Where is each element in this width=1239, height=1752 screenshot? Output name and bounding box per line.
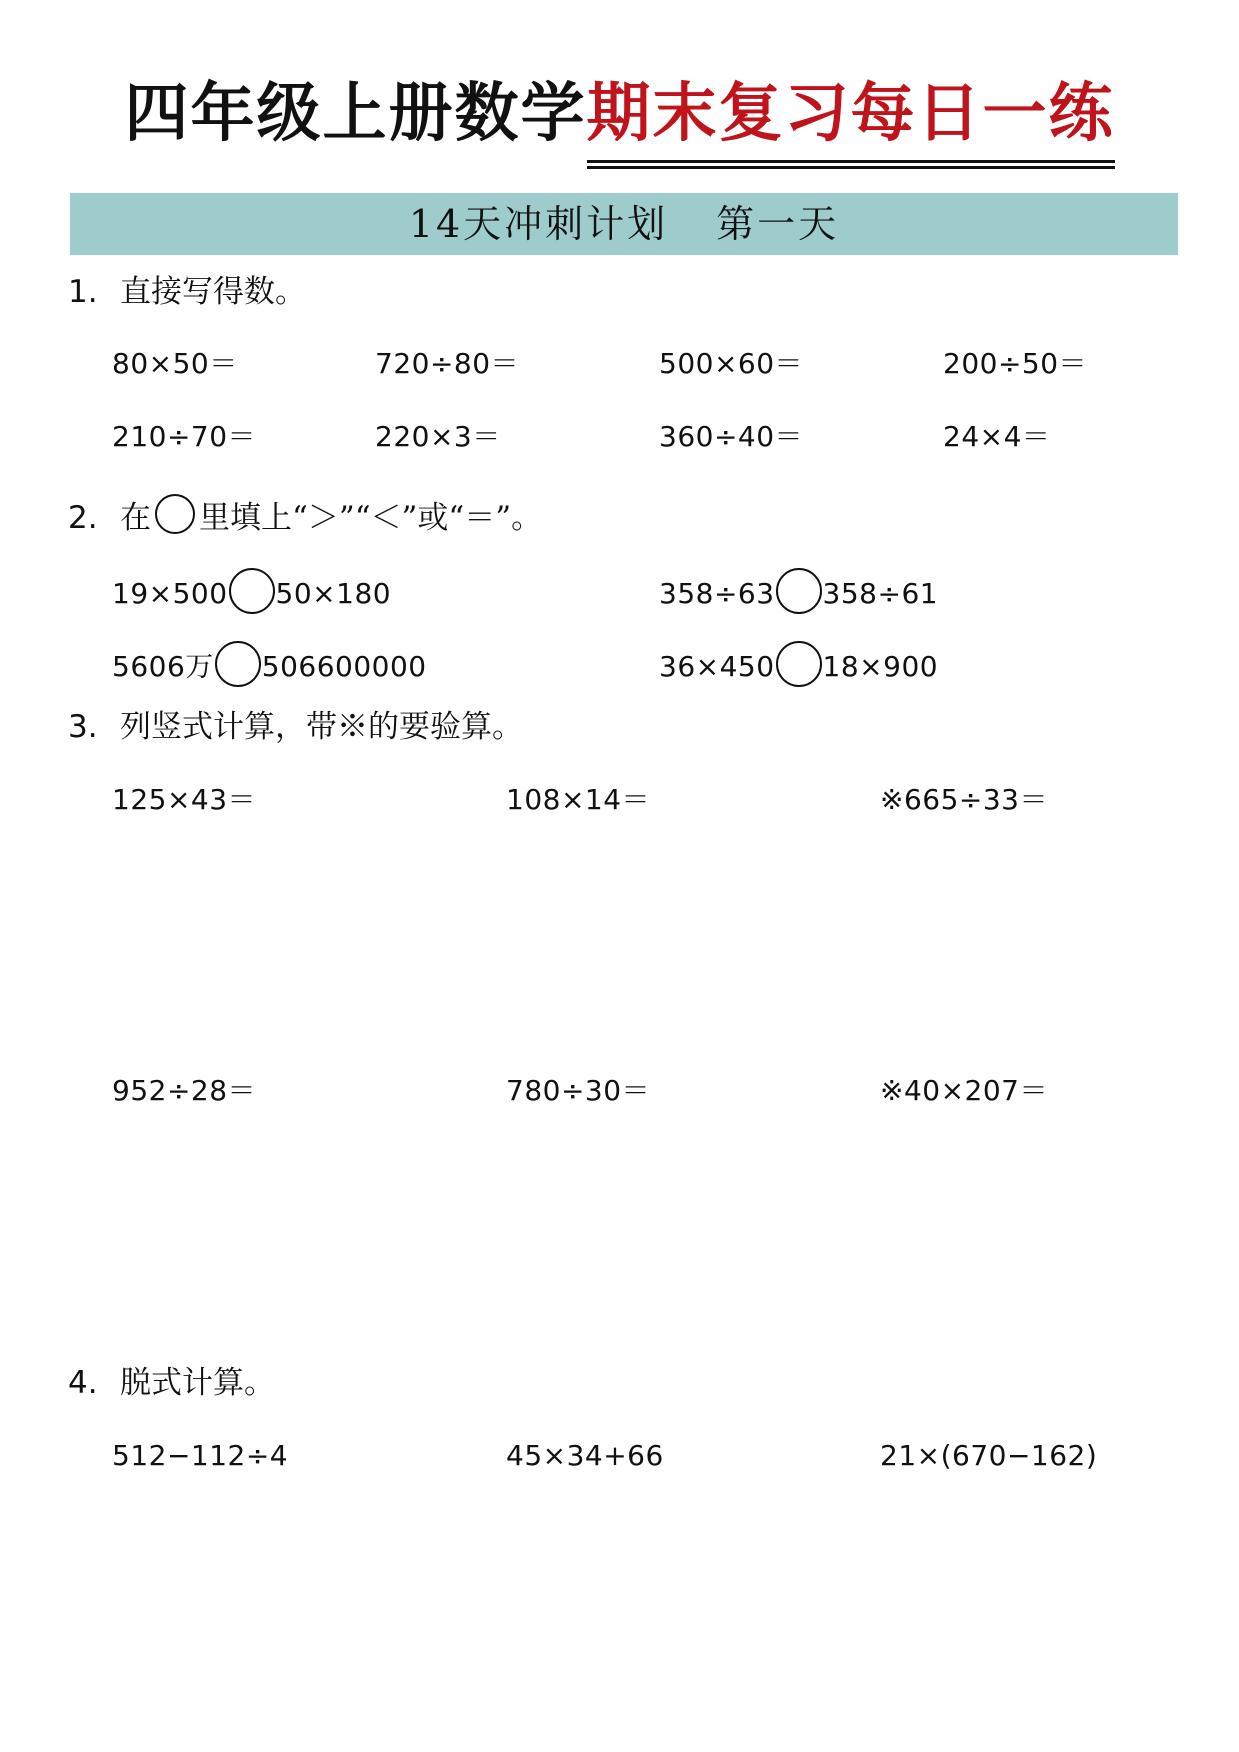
answer-circle[interactable] [776,641,822,687]
answer-circle[interactable] [215,641,261,687]
answer-circle[interactable] [229,568,275,614]
comparison-left: 36×450 [659,650,775,683]
question-number: 3. [68,709,98,745]
comparison-right: 358÷61 [822,577,939,610]
banner-day: 第一天 [716,202,840,246]
q1-item: 24×4＝ [943,420,1051,453]
q1-item: 200÷50＝ [943,347,1088,380]
question-prompt-before: 在 [120,500,151,536]
question-2-heading [68,494,542,534]
question-number: 4. [68,1365,98,1401]
q4-item: 512−112÷4 [112,1439,289,1472]
circle-icon [155,494,195,534]
answer-circle[interactable] [776,568,822,614]
question-prompt: 脱式计算。 [120,1365,275,1401]
q3-item: ※665÷33＝ [880,783,1048,816]
q2-comparison [659,568,938,614]
q2-comparison [112,568,391,614]
q2-comparison [659,641,938,687]
comparison-right: 50×180 [275,577,392,610]
q1-item: 220×3＝ [375,420,501,453]
q1-item: 210÷70＝ [112,420,257,453]
comparison-right: 18×900 [822,650,939,683]
q1-item: 360÷40＝ [659,420,804,453]
question-prompt: 直接写得数。 [120,274,306,310]
q3-item: 952÷28＝ [112,1074,257,1107]
q1-item: 720÷80＝ [375,347,520,380]
q1-item: 80×50＝ [112,347,238,380]
page-title [0,77,1239,151]
q4-item: 45×34+66 [506,1439,664,1472]
question-prompt-after: 里填上“＞”“＜”或“＝”。 [199,500,543,536]
question-1-heading [68,274,306,310]
title-red-part: 期末复习每日一练 [586,77,1115,151]
question-3-heading [68,709,523,745]
q3-item: 780÷30＝ [506,1074,651,1107]
q2-comparison [112,641,427,687]
comparison-right: 506600000 [261,650,427,683]
question-number: 2. [68,500,98,536]
q3-item: 125×43＝ [112,783,257,816]
q3-item: 108×14＝ [506,783,651,816]
question-prompt: 列竖式计算，带※的要验算。 [120,709,523,745]
question-number: 1. [68,274,98,310]
plan-banner [70,193,1178,255]
q3-item: ※40×207＝ [880,1074,1048,1107]
comparison-left: 5606万 [112,650,214,683]
banner-plan: 14天冲刺计划 [408,202,669,246]
q1-item: 500×60＝ [659,347,804,380]
comparison-left: 358÷63 [659,577,775,610]
title-black-part: 四年级上册数学 [124,77,587,151]
question-4-heading [68,1365,275,1401]
q4-item: 21×(670−162) [880,1439,1098,1472]
comparison-left: 19×500 [112,577,228,610]
